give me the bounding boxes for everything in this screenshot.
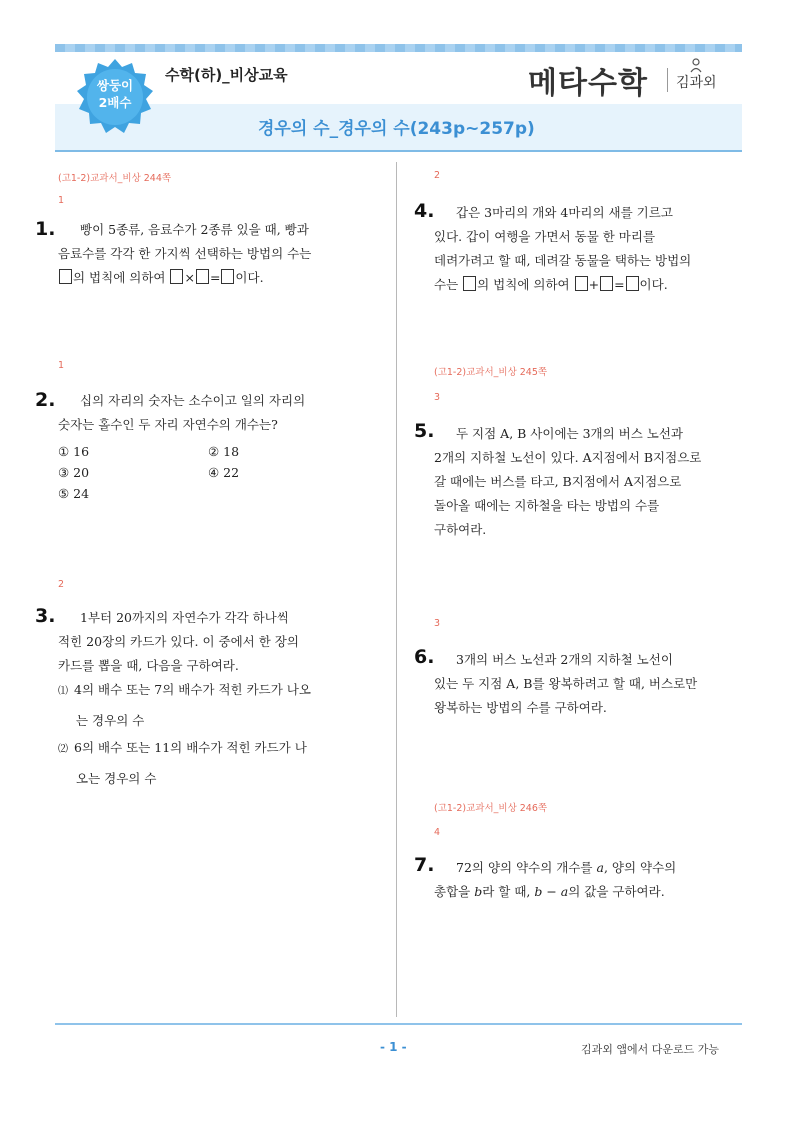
q4-text: 의 법칙에 의하여	[477, 277, 574, 292]
question-number: 4.	[414, 200, 435, 222]
person-icon	[688, 57, 704, 73]
choice-item: ③ 20	[58, 465, 90, 480]
q3-line3: 카드를 뽑을 때, 다음을 구하여라.	[58, 658, 239, 673]
sub-marker: ⑴	[58, 686, 68, 697]
q2-line1: 십의 자리의 숫자는 소수이고 일의 자리의	[80, 393, 306, 408]
question-number: 2.	[35, 389, 56, 411]
sub-text: 오는 경우의 수	[76, 771, 157, 786]
q2-line2: 숫자는 홀수인 두 자리 자연수의 개수는?	[58, 417, 278, 432]
question-number: 6.	[414, 646, 435, 668]
badge-line1: 쌍둥이	[96, 78, 134, 93]
question-number: 7.	[414, 854, 435, 876]
question-1	[58, 218, 358, 290]
q7-text: 의 값을 구하여라.	[568, 884, 665, 899]
operator: ×	[184, 270, 195, 285]
answer-blank	[196, 269, 209, 284]
math-variable: b	[474, 884, 483, 899]
q5-line1: 두 지점 A, B 사이에는 3개의 버스 노선과	[456, 426, 684, 441]
difficulty-level: 2	[58, 579, 65, 590]
difficulty-level: 2	[434, 170, 441, 181]
column-divider	[396, 162, 397, 1017]
q4-text: 이다.	[639, 277, 668, 292]
question-6	[434, 648, 737, 720]
q1-line2: 음료수를 각각 한 가지씩 선택하는 방법의 수는	[58, 246, 312, 261]
difficulty-level: 4	[434, 827, 441, 838]
q3-line2: 적힌 20장의 카드가 있다. 이 중에서 한 장의	[58, 634, 299, 649]
answer-blank	[170, 269, 183, 284]
sub-text: 4의 배수 또는 7의 배수가 적힌 카드가 나오	[74, 682, 311, 697]
difficulty-level: 3	[434, 618, 441, 629]
sub-question-1	[58, 675, 368, 735]
q7-text: 72의 양의 약수의 개수를	[456, 860, 597, 875]
answer-blank	[59, 269, 72, 284]
source-label: (고1-2)교과서_비상 244쪽	[58, 173, 172, 184]
choice-item: ② 18	[208, 444, 240, 459]
answer-blank	[575, 276, 588, 291]
q5-line4: 돌아올 때에는 지하철을 타는 방법의 수를	[434, 498, 660, 513]
question-3	[58, 606, 358, 678]
page-number: - 1 -	[380, 1040, 407, 1054]
source-label: (고1-2)교과서_비상 246쪽	[434, 803, 548, 814]
answer-blank	[626, 276, 639, 291]
question-number: 3.	[35, 605, 56, 627]
q7-line2	[434, 880, 737, 904]
answer-blank	[221, 269, 234, 284]
q3-line1: 1부터 20까지의 자연수가 각각 하나씩	[80, 610, 289, 625]
sub-question-2	[58, 733, 368, 793]
brand-sub-logo: 김과외	[676, 75, 717, 91]
source-label: (고1-2)교과서_비상 245쪽	[434, 367, 548, 378]
choice-list	[58, 441, 358, 504]
choice-item: ① 16	[58, 444, 90, 459]
q5-line3: 갈 때에는 버스를 타고, B지점에서 A지점으로	[434, 474, 682, 489]
operator: =	[614, 277, 625, 292]
badge-label	[75, 77, 155, 111]
difficulty-level: 3	[434, 392, 441, 403]
sub-text: 6의 배수 또는 11의 배수가 적힌 카드가 나	[74, 740, 307, 755]
q5-line2: 2개의 지하철 노선이 있다. A지점에서 B지점으로	[434, 450, 702, 465]
q6-line2: 있는 두 지점 A, B를 왕복하려고 할 때, 버스로만	[434, 676, 698, 691]
q1-line3	[58, 266, 358, 290]
q1-line1: 빵이 5종류, 음료수가 2종류 있을 때, 빵과	[80, 222, 309, 237]
q4-line4	[434, 273, 737, 297]
sub-text: 는 경우의 수	[76, 713, 145, 728]
page-title: 경우의 수_경우의 수(243p~257p)	[258, 119, 535, 139]
operator: +	[588, 277, 600, 292]
subject-label: 수학(하)_비상교육	[165, 66, 288, 84]
difficulty-level: 1	[58, 360, 65, 371]
question-7	[434, 856, 737, 904]
footer-note: 김과외 앱에서 다운로드 가능	[581, 1043, 720, 1056]
q7-line1	[434, 856, 737, 880]
brand-logo: 메타수학	[528, 66, 648, 101]
footer-rule	[55, 1023, 742, 1025]
question-4	[434, 201, 737, 297]
q1-text: 의 법칙에 의하여	[73, 270, 170, 285]
question-5	[434, 422, 737, 542]
q7-text: , 양의 약수의	[603, 860, 677, 875]
sub-marker: ⑵	[58, 744, 68, 755]
choice-item: ④ 22	[208, 465, 240, 480]
q6-line3: 왕복하는 방법의 수를 구하여라.	[434, 700, 607, 715]
operator: =	[209, 270, 221, 285]
question-2	[58, 389, 358, 437]
answer-blank	[600, 276, 613, 291]
choice-item: ⑤ 24	[58, 486, 90, 501]
q4-line1: 갑은 3마리의 개와 4마리의 새를 기르고	[456, 205, 673, 220]
badge-line2: 2배수	[98, 95, 132, 110]
q6-line1: 3개의 버스 노선과 2개의 지하철 노선이	[456, 652, 673, 667]
math-variable: a	[596, 860, 604, 875]
question-number: 1.	[35, 218, 56, 240]
math-expression: b − a	[534, 884, 569, 899]
question-number: 5.	[414, 420, 435, 442]
q4-text: 수는	[434, 277, 463, 292]
header-top-stripe	[55, 44, 742, 52]
difficulty-level: 1	[58, 195, 65, 206]
brand-separator	[667, 68, 668, 92]
q7-text: 총합을	[434, 884, 475, 899]
answer-blank	[463, 276, 476, 291]
q5-line5: 구하여라.	[434, 522, 487, 537]
q7-text: 라 할 때,	[482, 884, 535, 899]
q4-line3: 데려가려고 할 때, 데려갈 동물을 택하는 방법의	[434, 253, 692, 268]
q4-line2: 있다. 갑이 여행을 가면서 동물 한 마리를	[434, 229, 656, 244]
q1-text: 이다.	[235, 270, 264, 285]
